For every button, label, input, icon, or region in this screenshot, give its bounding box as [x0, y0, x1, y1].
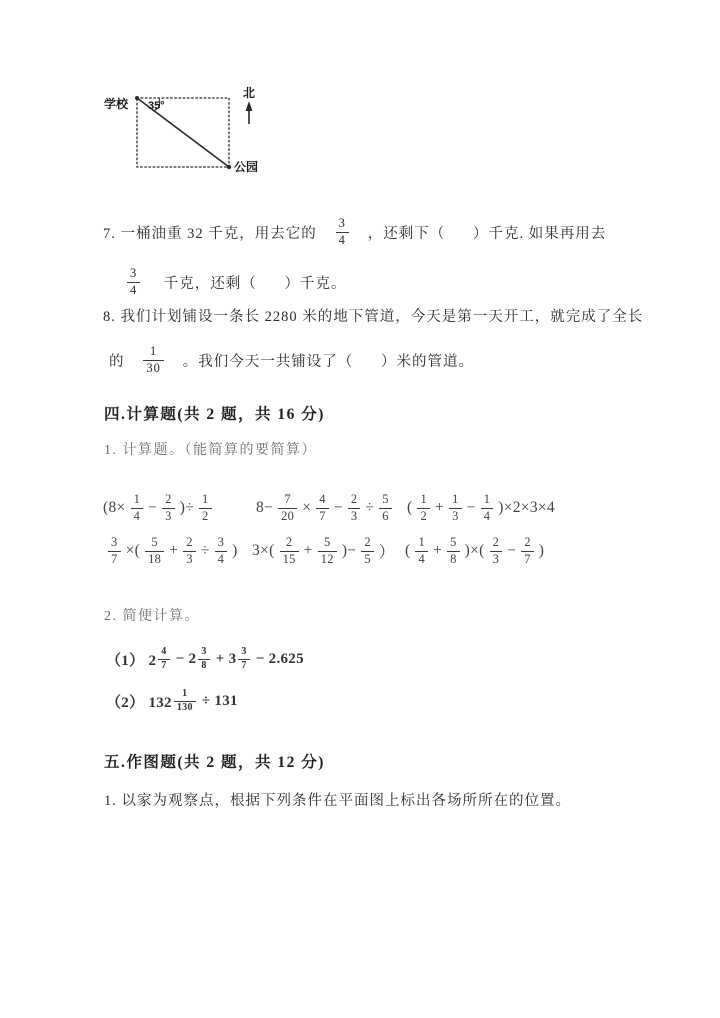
expression-text: × [302, 499, 312, 516]
question-8-text: 8. 我们计划铺设一条长 2280 米的地下管道，今天是第一天开工，就完成了全长 [103, 308, 644, 325]
expression-text: − 2 [171, 650, 197, 667]
fraction: $\frac{1}{3}$ [449, 493, 462, 523]
expression-text: （2） 132 [106, 694, 172, 711]
angle-label: 35° [148, 100, 165, 112]
expression-text: )− [341, 542, 357, 559]
expression-text: ) [232, 542, 238, 559]
fraction: $\frac{5}{8}$ [447, 536, 460, 566]
expression-3 [407, 486, 555, 530]
expression-text: + [435, 499, 445, 516]
section-5-title-text: 五.作图题(共 2 题，共 12 分) [104, 754, 325, 771]
expression-text: 的 [109, 353, 139, 370]
fraction: $\frac{4}{7}$ [158, 647, 169, 671]
section-4-subtask-2-text: 2. 简便计算。 [104, 609, 200, 624]
section-4-title-text: 四.计算题(共 2 题，共 16 分) [104, 406, 325, 423]
north-label: 北 [243, 86, 256, 100]
expression-text: − [466, 499, 476, 516]
school-label: 学校 [104, 97, 129, 111]
expression-1 [103, 486, 217, 530]
fraction: $\frac{5}{18}$ [145, 536, 164, 566]
expression-text: ÷ 131 [197, 692, 238, 709]
expression-text: − [507, 542, 517, 559]
expression-text: 3×( [252, 542, 275, 559]
expression-text: 8− [256, 499, 274, 516]
fraction: $\frac{3}{7}$ [238, 647, 249, 671]
fraction: $\frac{5}{6}$ [379, 493, 392, 523]
fraction: $\frac{3}{4}$ [215, 536, 228, 566]
question-8-line-2 [109, 340, 474, 380]
expression-text: − [333, 499, 343, 516]
expression-text: ×( [125, 542, 141, 559]
section-5-subtask-1 [104, 788, 571, 810]
park-label: 公园 [234, 160, 259, 174]
simplify-expression-1 [106, 642, 304, 676]
park-point [227, 165, 231, 169]
expression-text: − 2.625 [251, 650, 304, 667]
expression-text: ( [407, 499, 413, 516]
expression-text: ） [378, 544, 395, 561]
fraction: $\frac{7}{20}$ [278, 493, 297, 523]
question-7-line-1 [103, 212, 606, 252]
section-4-subtask-2 [104, 604, 200, 626]
expression-5 [252, 529, 395, 573]
expression-text: )÷ [179, 499, 195, 516]
expression-text: ) [538, 542, 545, 559]
fraction: $\frac{2}{3}$ [490, 536, 503, 566]
expression-text: ÷ [200, 542, 210, 559]
expression-text: + [169, 542, 179, 559]
fraction: $\frac{1}{30}$ [143, 345, 164, 375]
section-5-subtask-1-text: 1. 以家为观察点，根据下列条件在平面图上标出各场所所在的位置。 [104, 792, 571, 809]
expression-6 [405, 529, 544, 573]
fraction: $\frac{3}{7}$ [108, 536, 121, 566]
fraction: $\frac{3}{8}$ [198, 647, 209, 671]
expression-text: 千克，还剩（ ）千克。 [145, 275, 347, 292]
fraction: $\frac{1}{4}$ [415, 536, 428, 566]
expression-text: )×( [464, 542, 485, 559]
expression-text: − [148, 499, 158, 516]
section-5-title [104, 750, 325, 772]
question-7-line-2 [122, 262, 347, 302]
expression-2 [256, 486, 397, 530]
expression-text: ÷ [365, 499, 375, 516]
expression-text: + [433, 542, 443, 559]
simplify-expression-2 [106, 684, 238, 718]
expression-text: （1） 2 [106, 652, 157, 669]
fraction: $\frac{5}{12}$ [318, 536, 337, 566]
fraction: $\frac{1}{130}$ [174, 689, 196, 713]
north-arrow-head [246, 101, 253, 111]
fraction: $\frac{2}{3}$ [183, 536, 196, 566]
fraction: $\frac{2}{3}$ [348, 493, 361, 523]
expression-text: 。我们今天一共铺设了（ ）米的管道。 [168, 353, 474, 370]
fraction: $\frac{1}{2}$ [199, 493, 212, 523]
fraction: $\frac{2}{3}$ [162, 493, 175, 523]
section-4-subtask-1-text: 1. 计算题。（能简算的要简算） [104, 443, 317, 458]
fraction: $\frac{1}{4}$ [131, 493, 144, 523]
expression-4 [103, 529, 238, 573]
fraction: $\frac{3}{4}$ [336, 217, 349, 247]
expression-text: 7. 一桶油重 32 千克，用去它的 [103, 225, 331, 242]
expression-text: ( [405, 542, 411, 559]
expression-text: + 3 [211, 650, 237, 667]
fraction: $\frac{1}{4}$ [481, 493, 494, 523]
school-point [135, 96, 139, 100]
expression-text: )×2×3×4 [498, 499, 555, 516]
section-4-subtask-1 [104, 438, 317, 460]
fraction: $\frac{1}{2}$ [417, 493, 430, 523]
fraction: $\frac{2}{5}$ [361, 536, 374, 566]
expression-text: + [303, 542, 313, 559]
expression-text: ，还剩下（ ）千克. 如果再用去 [353, 225, 607, 242]
fraction: $\frac{2}{7}$ [521, 536, 534, 566]
section-4-title [104, 402, 325, 424]
fraction: $\frac{2}{15}$ [280, 536, 299, 566]
expression-text: (8× [103, 499, 126, 516]
question-8-line-1 [103, 304, 643, 326]
fraction: $\frac{3}{4}$ [127, 267, 140, 297]
fraction: $\frac{4}{7}$ [316, 493, 329, 523]
